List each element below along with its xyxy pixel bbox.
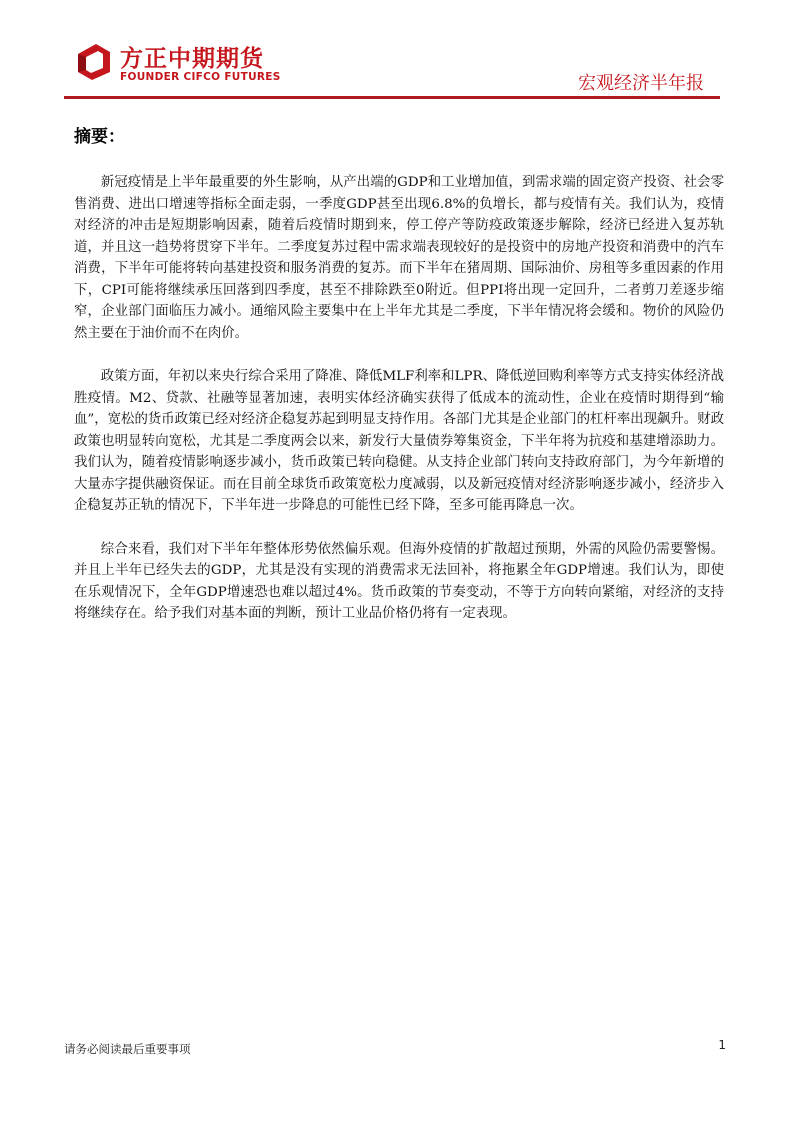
report-type-label: 宏观经济半年报	[578, 73, 704, 94]
disclaimer-note: 请务必阅读最后重要事项	[64, 1042, 191, 1056]
summary-heading: 摘要：	[74, 127, 125, 147]
founder-logo-icon	[74, 42, 114, 82]
page-header	[0, 0, 800, 100]
logo-chinese-name: 方正中期期货	[120, 46, 264, 72]
logo-english-name: FOUNDER CIFCO FUTURES	[120, 71, 281, 83]
summary-paragraph-3: 综合来看，我们对下半年年整体形势依然偏乐观。但海外疫情的扩散超过预期，外需的风险仍需要警惕。并且上半年已经失去的GDP，尤其是没有实现的消费需求无法回补，将拖累全年GDP增速。我们认为，即使在乐观情况下，全年GDP增速恐也难以超过4%。货币政策的节奏变动，不等于方向转向紧缩，对经济的支持将继续存在。给予我们对基本面的判断，预计工业品价格仍将有一定表现。	[74, 541, 724, 621]
summary-paragraph-1: 新冠疫情是上半年最重要的外生影响，从产出端的GDP和工业增加值，到需求端的固定资产投资、社会零售消费、进出口增速等指标全面走弱，一季度GDP甚至出现6.8%的负增长，都与疫情有关。我们认为，疫情对经济的冲击是短期影响因素，随着后疫情时期到来，停工停产等防疫政策逐步解除，经济已经进入复苏轨道，并且这一趋势将贯穿下半年。二季度复苏过程中需求端表现较好的是投资中的房地产投资和消费中的汽车消费，下半年可能将转向基建投资和服务消费的复苏。而下半年在猪周期、国际油价、房租等多重因素的作用下，CPI可能将继续承压回落到四季度，甚至不排除跌至0附近。但PPI将出现一定回升，二者剪刀差逐步缩窄，企业部门面临压力减小。通缩风险主要集中在上半年尤其是二季度，下半年情况将会缓和。物价的风险仍然主要在于油价而不在肉价。	[74, 175, 724, 341]
header-divider	[64, 96, 720, 99]
summary-paragraph-2: 政策方面，年初以来央行综合采用了降准、降低MLF利率和LPR、降低逆回购利率等方式支持实体经济战胜疫情。M2、贷款、社融等显著加速，表明实体经济确实获得了低成本的流动性，企业在疫情时期得到“输血”，宽松的货币政策已经对经济企稳复苏起到明显支持作用。各部门尤其是企业部门的杠杆率出现飙升。财政政策也明显转向宽松，尤其是二季度两会以来，新发行大量债券筹集资金，下半年将为抗疫和基建增添助力。我们认为，随着疫情影响逐步减小，货币政策已转向稳健。从支持企业部门转向支持政府部门，为今年新增的大量赤字提供融资保证。而在目前全球货币政策宽松力度减弱，以及新冠疫情对经济影响逐步减小，经济步入企稳复苏正轨的情况下，下半年进一步降息的可能性已经下降，至多可能再降息一次。	[74, 369, 724, 513]
page-number: 1	[718, 1038, 726, 1052]
summary-body	[74, 172, 724, 647]
